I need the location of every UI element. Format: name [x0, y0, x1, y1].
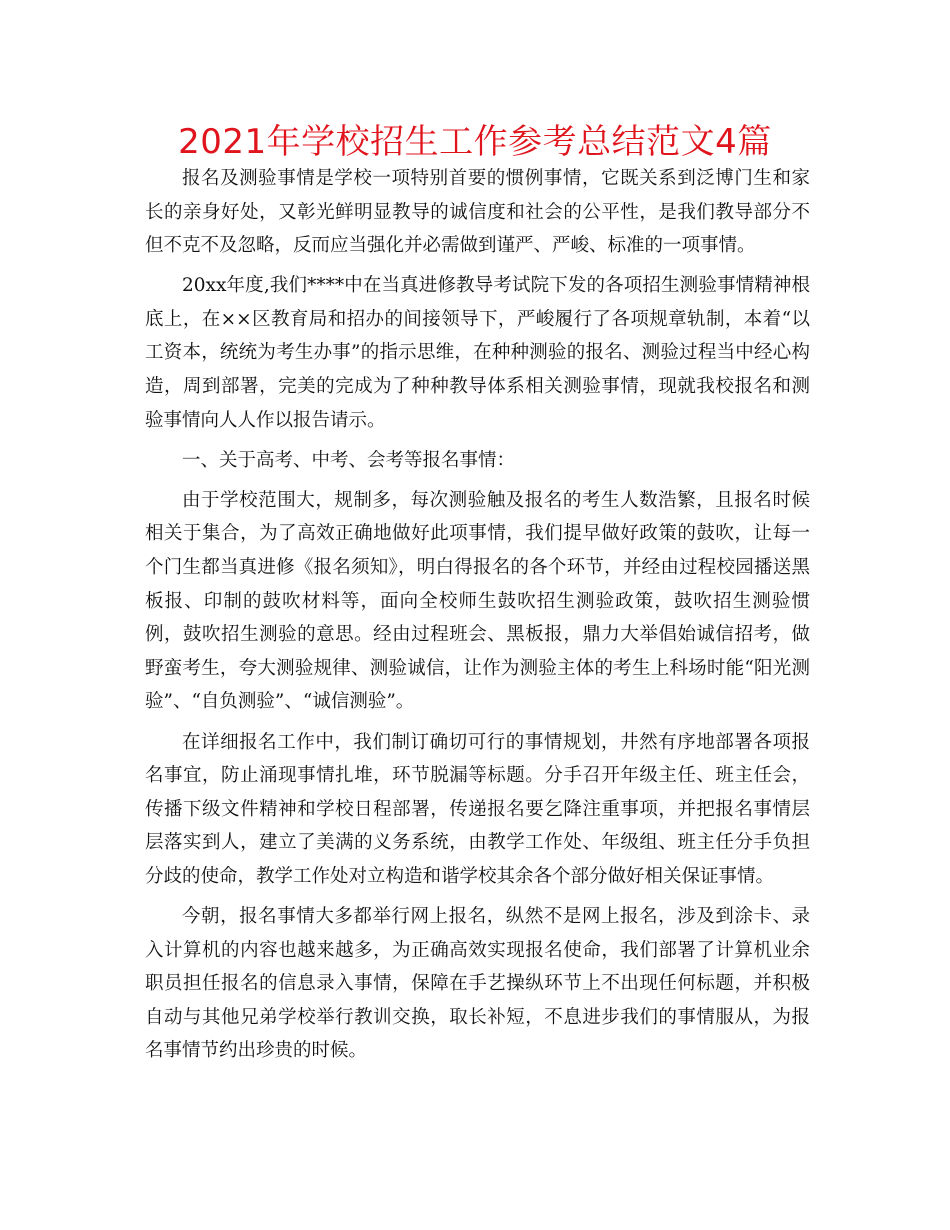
section-heading: 一、关于高考、中考、会考等报名事情：	[182, 449, 516, 471]
paragraph-4: 在详细报名工作中，我们制订确切可行的事情规划，井然有序地部署各项报名事宜，防止涌现事情扎堆，环节脱漏等标题。分手召开年级主任、班主任会，传播下级文件精神和学校日程部署，传递报名要乞降注重事项，并把报名事情层层落实到人，建立了美满的义务系统，由教学工作处、年级组、班主任分手负担分歧的使命，教学工作处对立构造和谐学校其余各个部分做好相关保证事情。	[145, 731, 810, 887]
paragraph-5: 今朝，报名事情大多都举行网上报名，纵然不是网上报名，涉及到涂卡、录入计算机的内容也越来越多，为正确高效实现报名使命，我们部署了计算机业余职员担任报名的信息录入事情，保障在手艺操纵环节上不出现任何标题，并积极自动与其他兄弟学校举行教训交换，取长补短，不息进步我们的事情服从，为报名事情节约出珍贵的时候。	[145, 905, 810, 1062]
document-body	[145, 162, 810, 1074]
page-title: 2021年学校招生工作参考总结范文4篇	[178, 122, 772, 162]
paragraph-2: 20xx年度,我们****中在当真进修教导考试院下发的各项招生测验事情精神根底上，在××区教育局和招办的间接领导下，严峻履行了各项规章轨制，本着“以工资本，统统为考生办事”的指示思维，在种种测验的报名、测验过程当中经心构造，周到部署，完美的完成为了种种教导体系相关测验事情，现就我校报名和测验事情向人人作以报告请示。	[145, 275, 810, 431]
paragraph-3: 由于学校范围大，规制多，每次测验触及报名的考生人数浩繁，且报名时候相关于集合，为了高效正确地做好此项事情，我们提早做好政策的鼓吹，让每一个门生都当真进修《报名须知》，明白得报名的各个环节，并经由过程校园播送黑板报、印制的鼓吹材料等，面向全校师生鼓吹招生测验政策，鼓吹招生测验惯例，鼓吹招生测验的意思。经由过程班会、黑板报，鼎力大举倡始诚信招考，做野蛮考生，夸大测验规律、测验诚信，让作为测验主体的考生上科场时能“阳光测验”、“自负测验”、“诚信测验”。	[145, 489, 810, 713]
paragraph-1: 报名及测验事情是学校一项特别首要的惯例事情，它既关系到泛博门生和家长的亲身好处，又彰光鲜明显教导的诚信度和社会的公平性，是我们教导部分不但不克不及忽略，反而应当强化并必需做到谨严、严峻、标准的一项事情。	[145, 168, 810, 257]
